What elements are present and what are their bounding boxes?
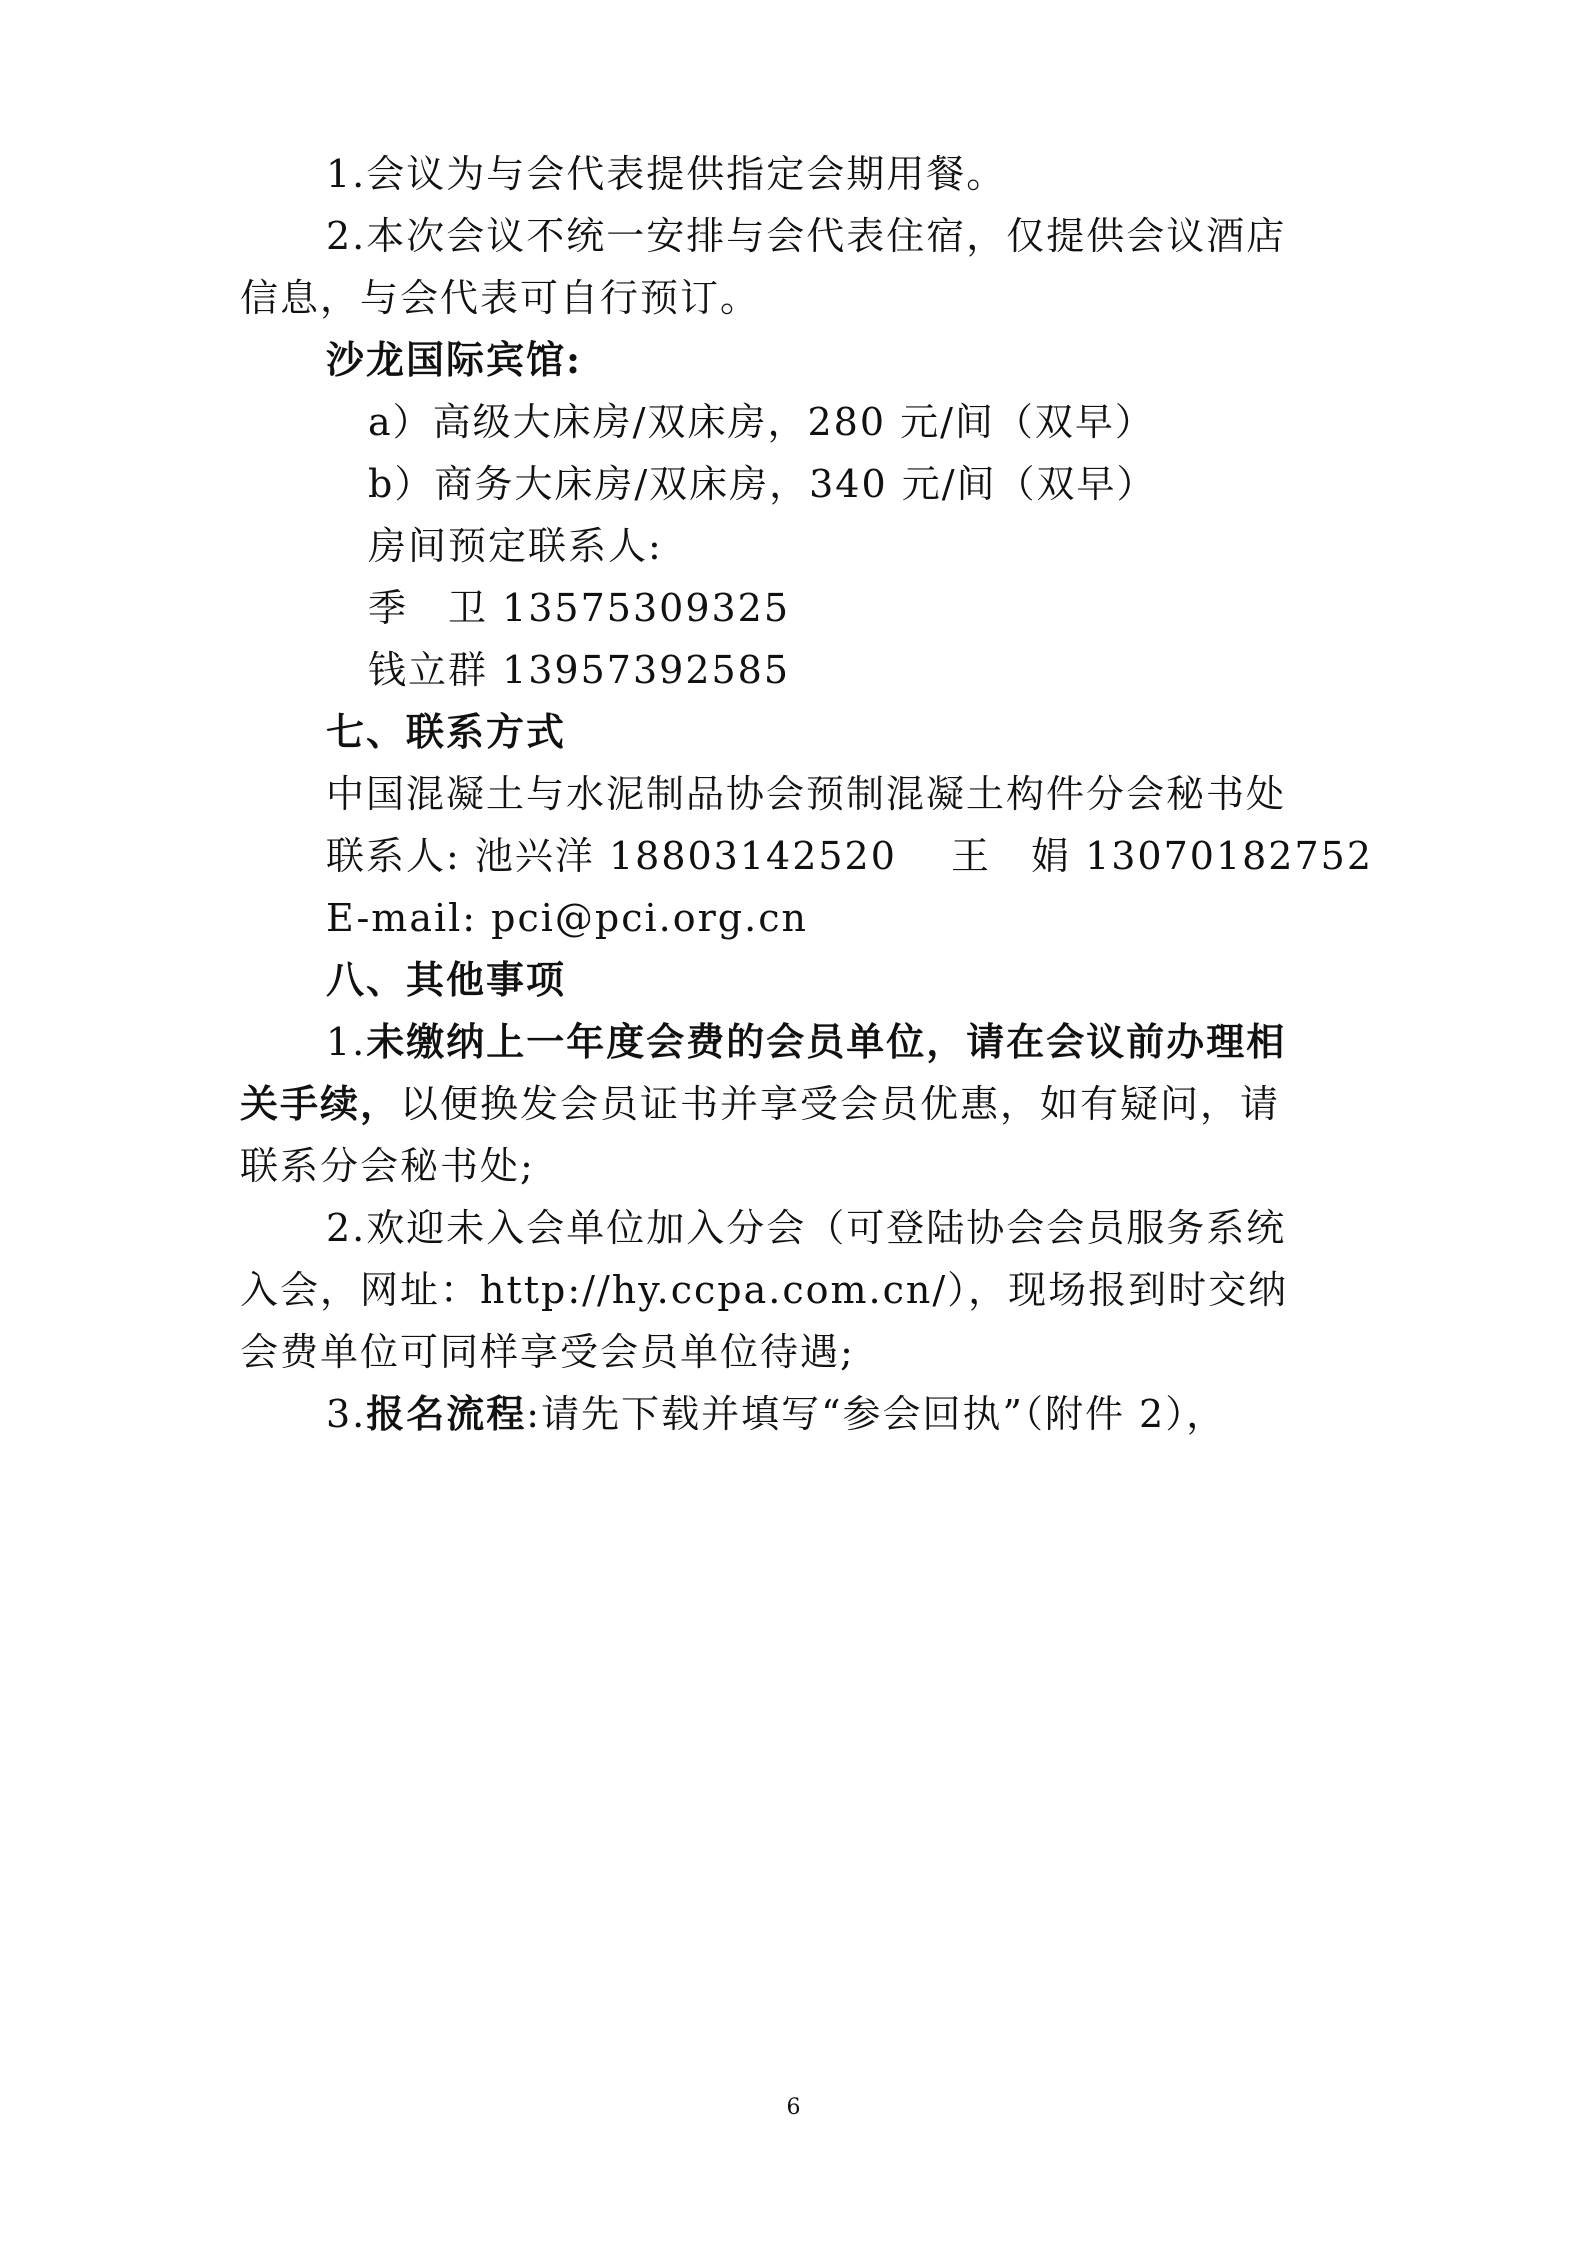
item1-bold-tail: 关手续， — [240, 1081, 401, 1126]
item3-bold-label: 报名流程 — [366, 1391, 527, 1436]
booking-contact-label: 房间预定联系人: — [368, 524, 663, 568]
contact-persons: 联系人: 池兴洋 18803142520 王 娟 13070182752 — [326, 834, 1374, 878]
room-option-a: a）高级大床房/双床房，280 元/间（双早） — [368, 400, 1155, 444]
item1-bold-text: 未缴纳上一年度会费的会员单位，请在会议前办理相 — [366, 1019, 1287, 1064]
item3-line1 — [326, 1392, 1226, 1436]
booking-contact-2: 钱立群 13957392585 — [368, 648, 791, 692]
item2-line3: 会费单位可同样享受会员单位待遇; — [240, 1330, 855, 1374]
room-option-b: b）商务大床房/双床房，340 元/间（双早） — [368, 462, 1157, 506]
item1-line1 — [326, 1020, 1286, 1064]
item1-number: 1. — [326, 1020, 367, 1064]
item2-line1: 2.欢迎未入会单位加入分会（可登陆协会会员服务系统 — [326, 1206, 1287, 1250]
section-heading-contact: 七、联系方式 — [326, 709, 567, 754]
accommodation-note-line2: 信息，与会代表可自行预订。 — [240, 276, 761, 320]
secretariat-name: 中国混凝土与水泥制品协会预制混凝土构件分会秘书处 — [326, 772, 1287, 816]
accommodation-note-line1: 2.本次会议不统一安排与会代表住宿，仅提供会议酒店 — [326, 214, 1287, 258]
item3-text: :请先下载并填写“参会回执”（附件 2）， — [526, 1392, 1227, 1436]
item1-normal-text: 以便换发会员证书并享受会员优惠，如有疑问，请 — [400, 1082, 1281, 1126]
meal-note: 1.会议为与会代表提供指定会期用餐。 — [326, 152, 1007, 196]
item1-line3: 联系分会秘书处; — [240, 1144, 535, 1188]
section-heading-other: 八、其他事项 — [326, 957, 567, 1002]
contact-email: E-mail: pci@pci.org.cn — [326, 896, 808, 940]
item1-line2 — [240, 1082, 1280, 1126]
item2-line2: 入会，网址：http://hy.ccpa.com.cn/），现场报到时交纳 — [240, 1268, 1289, 1312]
item3-number: 3. — [326, 1392, 367, 1436]
page-number: 6 — [786, 2095, 801, 2120]
hotel-name: 沙龙国际宾馆: — [326, 337, 583, 382]
booking-contact-1: 季 卫 13575309325 — [368, 586, 791, 630]
